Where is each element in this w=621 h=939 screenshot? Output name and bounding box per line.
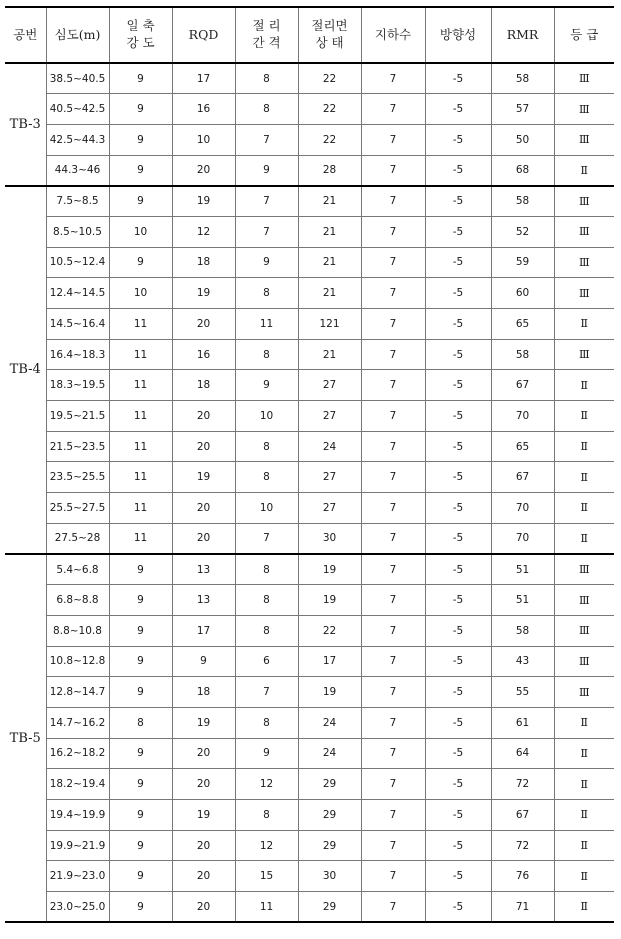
rqd-cell: 20	[172, 769, 235, 800]
rmr-cell: 71	[491, 892, 554, 923]
table-row	[5, 554, 614, 585]
groundwater-cell: 7	[361, 94, 425, 125]
ucs-cell: 11	[109, 339, 172, 370]
joint-condition-cell: 29	[298, 830, 361, 861]
orientation-cell: -5	[425, 707, 491, 738]
depth-cell: 18.3~19.5	[46, 370, 109, 401]
grade-cell: Ⅱ	[554, 431, 614, 462]
ucs-cell: 10	[109, 278, 172, 309]
table-row	[5, 309, 614, 340]
grade-cell: Ⅱ	[554, 707, 614, 738]
rmr-cell: 67	[491, 370, 554, 401]
table-row	[5, 830, 614, 861]
joint-spacing-cell: 9	[235, 370, 298, 401]
table-row	[5, 769, 614, 800]
grade-cell: Ⅱ	[554, 523, 614, 554]
orientation-cell: -5	[425, 370, 491, 401]
groundwater-cell: 7	[361, 401, 425, 432]
groundwater-cell: 7	[361, 769, 425, 800]
table-row	[5, 892, 614, 923]
rqd-cell: 20	[172, 892, 235, 923]
header-groundwater: 지하수	[361, 7, 425, 63]
rmr-cell: 58	[491, 615, 554, 646]
joint-spacing-cell: 8	[235, 462, 298, 493]
depth-cell: 19.5~21.5	[46, 401, 109, 432]
depth-cell: 44.3~46	[46, 155, 109, 186]
depth-cell: 14.7~16.2	[46, 707, 109, 738]
orientation-cell: -5	[425, 124, 491, 155]
header-orientation: 방향성	[425, 7, 491, 63]
ucs-cell: 9	[109, 585, 172, 616]
rqd-cell: 20	[172, 493, 235, 524]
table-row	[5, 186, 614, 217]
depth-cell: 21.5~23.5	[46, 431, 109, 462]
table-row	[5, 707, 614, 738]
groundwater-cell: 7	[361, 155, 425, 186]
grade-cell: Ⅲ	[554, 339, 614, 370]
ucs-cell: 11	[109, 493, 172, 524]
joint-condition-cell: 27	[298, 370, 361, 401]
joint-condition-cell: 21	[298, 339, 361, 370]
ucs-cell: 8	[109, 707, 172, 738]
rmr-cell: 57	[491, 94, 554, 125]
rmr-cell: 60	[491, 278, 554, 309]
groundwater-cell: 7	[361, 738, 425, 769]
joint-spacing-cell: 12	[235, 769, 298, 800]
rmr-cell: 51	[491, 554, 554, 585]
rmr-cell: 70	[491, 493, 554, 524]
joint-spacing-cell: 8	[235, 707, 298, 738]
depth-cell: 23.5~25.5	[46, 462, 109, 493]
header-row	[5, 7, 614, 63]
joint-spacing-cell: 11	[235, 892, 298, 923]
joint-spacing-cell: 9	[235, 155, 298, 186]
ucs-cell: 9	[109, 800, 172, 831]
rqd-cell: 19	[172, 186, 235, 217]
grade-cell: Ⅲ	[554, 186, 614, 217]
rqd-cell: 17	[172, 615, 235, 646]
rqd-cell: 19	[172, 707, 235, 738]
ucs-cell: 11	[109, 370, 172, 401]
depth-cell: 10.5~12.4	[46, 247, 109, 278]
rqd-cell: 20	[172, 523, 235, 554]
orientation-cell: -5	[425, 309, 491, 340]
header-rqd: RQD	[172, 7, 235, 63]
rqd-cell: 18	[172, 677, 235, 708]
table-header	[5, 7, 614, 63]
depth-cell: 14.5~16.4	[46, 309, 109, 340]
groundwater-cell: 7	[361, 124, 425, 155]
joint-spacing-cell: 11	[235, 309, 298, 340]
groundwater-cell: 7	[361, 892, 425, 923]
orientation-cell: -5	[425, 585, 491, 616]
rqd-cell: 18	[172, 370, 235, 401]
joint-condition-cell: 19	[298, 677, 361, 708]
orientation-cell: -5	[425, 94, 491, 125]
joint-condition-cell: 30	[298, 861, 361, 892]
depth-cell: 27.5~28	[46, 523, 109, 554]
joint-spacing-cell: 10	[235, 401, 298, 432]
table-row	[5, 646, 614, 677]
ucs-cell: 11	[109, 523, 172, 554]
depth-cell: 38.5~40.5	[46, 63, 109, 94]
orientation-cell: -5	[425, 830, 491, 861]
ucs-cell: 11	[109, 401, 172, 432]
orientation-cell: -5	[425, 769, 491, 800]
ucs-cell: 9	[109, 769, 172, 800]
grade-cell: Ⅱ	[554, 892, 614, 923]
orientation-cell: -5	[425, 800, 491, 831]
grade-cell: Ⅱ	[554, 800, 614, 831]
grade-cell: Ⅲ	[554, 554, 614, 585]
groundwater-cell: 7	[361, 677, 425, 708]
orientation-cell: -5	[425, 247, 491, 278]
orientation-cell: -5	[425, 861, 491, 892]
rqd-cell: 13	[172, 585, 235, 616]
ucs-cell: 9	[109, 94, 172, 125]
rmr-table	[5, 6, 614, 923]
ucs-cell: 9	[109, 247, 172, 278]
groundwater-cell: 7	[361, 554, 425, 585]
groundwater-cell: 7	[361, 247, 425, 278]
hole-id-cell: TB-3	[5, 63, 46, 186]
ucs-cell: 9	[109, 892, 172, 923]
table-row	[5, 800, 614, 831]
orientation-cell: -5	[425, 278, 491, 309]
orientation-cell: -5	[425, 738, 491, 769]
orientation-cell: -5	[425, 339, 491, 370]
rqd-cell: 18	[172, 247, 235, 278]
grade-cell: Ⅱ	[554, 830, 614, 861]
depth-cell: 21.9~23.0	[46, 861, 109, 892]
ucs-cell: 9	[109, 124, 172, 155]
rqd-cell: 20	[172, 861, 235, 892]
header-joint-condition: 절리면 상 태	[298, 7, 361, 63]
ucs-cell: 9	[109, 554, 172, 585]
groundwater-cell: 7	[361, 646, 425, 677]
joint-spacing-cell: 8	[235, 94, 298, 125]
rmr-cell: 72	[491, 830, 554, 861]
joint-spacing-cell: 9	[235, 738, 298, 769]
table-row	[5, 615, 614, 646]
depth-cell: 42.5~44.3	[46, 124, 109, 155]
depth-cell: 25.5~27.5	[46, 493, 109, 524]
orientation-cell: -5	[425, 523, 491, 554]
orientation-cell: -5	[425, 646, 491, 677]
groundwater-cell: 7	[361, 861, 425, 892]
grade-cell: Ⅲ	[554, 247, 614, 278]
groundwater-cell: 7	[361, 493, 425, 524]
joint-spacing-cell: 8	[235, 585, 298, 616]
grade-cell: Ⅲ	[554, 216, 614, 247]
joint-condition-cell: 27	[298, 462, 361, 493]
orientation-cell: -5	[425, 493, 491, 524]
rmr-cell: 64	[491, 738, 554, 769]
table-row	[5, 124, 614, 155]
depth-cell: 8.5~10.5	[46, 216, 109, 247]
joint-condition-cell: 27	[298, 493, 361, 524]
joint-condition-cell: 121	[298, 309, 361, 340]
rqd-cell: 19	[172, 800, 235, 831]
depth-cell: 18.2~19.4	[46, 769, 109, 800]
groundwater-cell: 7	[361, 309, 425, 340]
rmr-cell: 65	[491, 309, 554, 340]
rmr-cell: 58	[491, 63, 554, 94]
grade-cell: Ⅱ	[554, 309, 614, 340]
depth-cell: 16.4~18.3	[46, 339, 109, 370]
rqd-cell: 13	[172, 554, 235, 585]
depth-cell: 12.4~14.5	[46, 278, 109, 309]
orientation-cell: -5	[425, 401, 491, 432]
orientation-cell: -5	[425, 216, 491, 247]
ucs-cell: 9	[109, 186, 172, 217]
rmr-cell: 58	[491, 339, 554, 370]
orientation-cell: -5	[425, 615, 491, 646]
table-row	[5, 861, 614, 892]
groundwater-cell: 7	[361, 707, 425, 738]
header-hole: 공번	[5, 7, 46, 63]
orientation-cell: -5	[425, 892, 491, 923]
ucs-cell: 9	[109, 861, 172, 892]
ucs-cell: 9	[109, 830, 172, 861]
grade-cell: Ⅲ	[554, 278, 614, 309]
rmr-cell: 65	[491, 431, 554, 462]
depth-cell: 40.5~42.5	[46, 94, 109, 125]
joint-spacing-cell: 15	[235, 861, 298, 892]
table-row	[5, 677, 614, 708]
rmr-cell: 68	[491, 155, 554, 186]
groundwater-cell: 7	[361, 830, 425, 861]
groundwater-cell: 7	[361, 63, 425, 94]
joint-condition-cell: 24	[298, 738, 361, 769]
table-row	[5, 63, 614, 94]
depth-cell: 16.2~18.2	[46, 738, 109, 769]
table-row	[5, 401, 614, 432]
rmr-cell: 70	[491, 523, 554, 554]
joint-spacing-cell: 10	[235, 493, 298, 524]
joint-condition-cell: 30	[298, 523, 361, 554]
grade-cell: Ⅲ	[554, 646, 614, 677]
orientation-cell: -5	[425, 462, 491, 493]
table-row	[5, 247, 614, 278]
rqd-cell: 10	[172, 124, 235, 155]
header-ucs: 일 축 강 도	[109, 7, 172, 63]
table-row	[5, 431, 614, 462]
orientation-cell: -5	[425, 554, 491, 585]
rqd-cell: 20	[172, 830, 235, 861]
grade-cell: Ⅲ	[554, 615, 614, 646]
orientation-cell: -5	[425, 677, 491, 708]
joint-condition-cell: 21	[298, 278, 361, 309]
joint-condition-cell: 21	[298, 247, 361, 278]
rqd-cell: 12	[172, 216, 235, 247]
ucs-cell: 9	[109, 155, 172, 186]
joint-condition-cell: 21	[298, 216, 361, 247]
groundwater-cell: 7	[361, 278, 425, 309]
depth-cell: 19.4~19.9	[46, 800, 109, 831]
joint-spacing-cell: 8	[235, 554, 298, 585]
rqd-cell: 20	[172, 431, 235, 462]
groundwater-cell: 7	[361, 462, 425, 493]
joint-spacing-cell: 8	[235, 800, 298, 831]
rmr-cell: 61	[491, 707, 554, 738]
groundwater-cell: 7	[361, 216, 425, 247]
table-row	[5, 585, 614, 616]
joint-condition-cell: 22	[298, 124, 361, 155]
joint-spacing-cell: 7	[235, 523, 298, 554]
groundwater-cell: 7	[361, 186, 425, 217]
header-depth: 심도(m)	[46, 7, 109, 63]
rqd-cell: 17	[172, 63, 235, 94]
ucs-cell: 9	[109, 677, 172, 708]
groundwater-cell: 7	[361, 585, 425, 616]
header-rmr: RMR	[491, 7, 554, 63]
joint-condition-cell: 22	[298, 94, 361, 125]
grade-cell: Ⅲ	[554, 677, 614, 708]
rqd-cell: 16	[172, 94, 235, 125]
joint-spacing-cell: 8	[235, 615, 298, 646]
grade-cell: Ⅲ	[554, 63, 614, 94]
rqd-cell: 20	[172, 401, 235, 432]
groundwater-cell: 7	[361, 339, 425, 370]
joint-spacing-cell: 8	[235, 339, 298, 370]
table-row	[5, 523, 614, 554]
rmr-table-container	[5, 6, 614, 923]
joint-spacing-cell: 6	[235, 646, 298, 677]
table-row	[5, 94, 614, 125]
joint-condition-cell: 27	[298, 401, 361, 432]
depth-cell: 5.4~6.8	[46, 554, 109, 585]
ucs-cell: 10	[109, 216, 172, 247]
grade-cell: Ⅱ	[554, 493, 614, 524]
hole-id-cell: TB-5	[5, 554, 46, 922]
table-row	[5, 339, 614, 370]
joint-spacing-cell: 7	[235, 677, 298, 708]
joint-condition-cell: 24	[298, 431, 361, 462]
table-row	[5, 278, 614, 309]
joint-spacing-cell: 7	[235, 124, 298, 155]
table-row	[5, 216, 614, 247]
joint-condition-cell: 19	[298, 585, 361, 616]
ucs-cell: 9	[109, 615, 172, 646]
ucs-cell: 11	[109, 309, 172, 340]
grade-cell: Ⅲ	[554, 124, 614, 155]
ucs-cell: 9	[109, 738, 172, 769]
depth-cell: 6.8~8.8	[46, 585, 109, 616]
table-row	[5, 370, 614, 401]
orientation-cell: -5	[425, 186, 491, 217]
grade-cell: Ⅱ	[554, 462, 614, 493]
rmr-cell: 70	[491, 401, 554, 432]
rmr-cell: 67	[491, 462, 554, 493]
ucs-cell: 11	[109, 431, 172, 462]
joint-condition-cell: 19	[298, 554, 361, 585]
rmr-cell: 76	[491, 861, 554, 892]
grade-cell: Ⅲ	[554, 585, 614, 616]
table-row	[5, 155, 614, 186]
rmr-cell: 59	[491, 247, 554, 278]
joint-spacing-cell: 8	[235, 431, 298, 462]
joint-condition-cell: 29	[298, 769, 361, 800]
orientation-cell: -5	[425, 431, 491, 462]
header-grade: 등 급	[554, 7, 614, 63]
joint-condition-cell: 17	[298, 646, 361, 677]
joint-spacing-cell: 8	[235, 63, 298, 94]
grade-cell: Ⅱ	[554, 370, 614, 401]
grade-cell: Ⅱ	[554, 155, 614, 186]
table-row	[5, 493, 614, 524]
joint-spacing-cell: 8	[235, 278, 298, 309]
rqd-cell: 20	[172, 738, 235, 769]
table-body	[5, 63, 614, 922]
joint-spacing-cell: 7	[235, 216, 298, 247]
depth-cell: 7.5~8.5	[46, 186, 109, 217]
rmr-cell: 67	[491, 800, 554, 831]
grade-cell: Ⅱ	[554, 861, 614, 892]
groundwater-cell: 7	[361, 800, 425, 831]
orientation-cell: -5	[425, 63, 491, 94]
joint-condition-cell: 24	[298, 707, 361, 738]
depth-cell: 10.8~12.8	[46, 646, 109, 677]
joint-condition-cell: 29	[298, 892, 361, 923]
joint-condition-cell: 22	[298, 615, 361, 646]
depth-cell: 8.8~10.8	[46, 615, 109, 646]
joint-spacing-cell: 7	[235, 186, 298, 217]
depth-cell: 12.8~14.7	[46, 677, 109, 708]
orientation-cell: -5	[425, 155, 491, 186]
ucs-cell: 11	[109, 462, 172, 493]
groundwater-cell: 7	[361, 431, 425, 462]
rmr-cell: 72	[491, 769, 554, 800]
rqd-cell: 16	[172, 339, 235, 370]
grade-cell: Ⅱ	[554, 769, 614, 800]
rmr-cell: 43	[491, 646, 554, 677]
ucs-cell: 9	[109, 63, 172, 94]
joint-condition-cell: 22	[298, 63, 361, 94]
rmr-cell: 50	[491, 124, 554, 155]
joint-spacing-cell: 12	[235, 830, 298, 861]
joint-spacing-cell: 9	[235, 247, 298, 278]
joint-condition-cell: 28	[298, 155, 361, 186]
rqd-cell: 9	[172, 646, 235, 677]
grade-cell: Ⅱ	[554, 401, 614, 432]
rqd-cell: 20	[172, 309, 235, 340]
groundwater-cell: 7	[361, 615, 425, 646]
header-joint-spacing: 절 리 간 격	[235, 7, 298, 63]
joint-condition-cell: 29	[298, 800, 361, 831]
grade-cell: Ⅱ	[554, 738, 614, 769]
joint-condition-cell: 21	[298, 186, 361, 217]
grade-cell: Ⅲ	[554, 94, 614, 125]
groundwater-cell: 7	[361, 523, 425, 554]
rmr-cell: 58	[491, 186, 554, 217]
rqd-cell: 20	[172, 155, 235, 186]
hole-id-cell: TB-4	[5, 186, 46, 554]
groundwater-cell: 7	[361, 370, 425, 401]
table-row	[5, 462, 614, 493]
rmr-cell: 52	[491, 216, 554, 247]
table-row	[5, 738, 614, 769]
rmr-cell: 55	[491, 677, 554, 708]
rqd-cell: 19	[172, 462, 235, 493]
depth-cell: 19.9~21.9	[46, 830, 109, 861]
rqd-cell: 19	[172, 278, 235, 309]
rmr-cell: 51	[491, 585, 554, 616]
depth-cell: 23.0~25.0	[46, 892, 109, 923]
ucs-cell: 9	[109, 646, 172, 677]
